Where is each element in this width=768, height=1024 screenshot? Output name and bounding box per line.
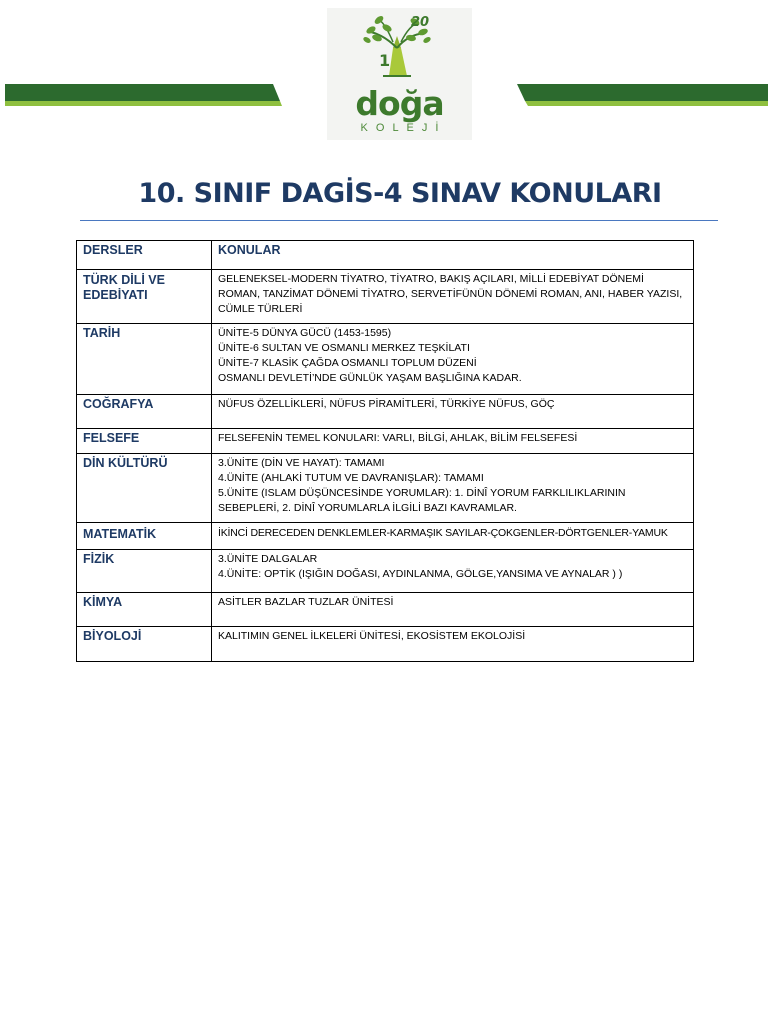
title-underline [80,220,718,221]
table-row [77,429,694,454]
svg-text:20: 20 [411,15,430,30]
svg-text:1: 1 [379,51,391,70]
topics-cell [212,395,694,429]
column-header-subjects: DERSLER [77,241,212,270]
logo-brand: doğa [355,84,444,123]
topic-line: ÜNİTE-6 SULTAN VE OSMANLI MERKEZ TEŞKİLATI [218,342,470,354]
subject-cell: KİMYA [77,593,212,627]
topics-cell [212,270,694,324]
header-band-right [517,84,768,106]
tree-icon [327,8,472,88]
topic-line: FELSEFENİN TEMEL KONULARI: VARLI, BİLGİ, AHLAK, BİLİM FELSEFESİ [218,432,578,444]
table-row [77,454,694,523]
topic-line: ÜNİTE-7 KLASİK ÇAĞDA OSMANLI TOPLUM DÜZENİ [218,357,477,369]
table-header-row [77,241,694,270]
topic-line: OSMANLI DEVLETİ’NDE GÜNLÜK YAŞAM BAŞLIĞINA KADAR. [218,372,522,384]
subject-cell: COĞRAFYA [77,395,212,429]
topic-line: NÜFUS ÖZELLİKLERİ, NÜFUS PİRAMİTLERİ, TÜRKİYE NÜFUS, GÖÇ [218,398,555,410]
topic-line: 4.ÜNİTE (AHLAKİ TUTUM VE DAVRANIŞLAR): TAMAMI [218,472,484,484]
subject-cell: FELSEFE [77,429,212,454]
topic-line: ÜNİTE-5 DÜNYA GÜCÜ (1453-1595) [218,327,392,339]
subject-cell: BİYOLOJİ [77,627,212,662]
table-row [77,627,694,662]
topic-line: İKİNCİ DERECEDEN DENKLEMLER-KARMAŞIK SAYILAR-ÇOKGENLER-DÖRTGENLER-YAMUK [218,527,668,539]
table-row [77,550,694,593]
topic-line: ASİTLER BAZLAR TUZLAR ÜNİTESİ [218,596,394,608]
topic-line: KALITIMIN GENEL İLKELERİ ÜNİTESİ, EKOSİSTEM EKOLOJİSİ [218,630,526,642]
header-band-left [5,84,285,106]
column-header-topics: KONULAR [212,241,694,270]
table-row [77,523,694,550]
topic-line: 3.ÜNİTE (DİN VE HAYAT): TAMAMI [218,457,385,469]
table-row [77,593,694,627]
topics-cell [212,429,694,454]
topics-cell [212,593,694,627]
exam-topics-table [76,240,694,662]
topics-cell [212,627,694,662]
school-logo [327,8,472,140]
table-row [77,270,694,324]
topics-cell [212,454,694,523]
topic-line: 3.ÜNİTE DALGALAR [218,553,318,565]
subject-cell: TARİH [77,324,212,395]
topics-cell [212,523,694,550]
topics-cell [212,550,694,593]
logo-subtitle: KOLEJİ [360,122,447,134]
topics-cell [212,324,694,395]
subject-cell: DİN KÜLTÜRÜ [77,454,212,523]
subject-cell: MATEMATİK [77,523,212,550]
topic-line: 4.ÜNİTE: OPTİK (IŞIĞIN DOĞASI, AYDINLANMA, GÖLGE,YANSIMA VE AYNALAR ) ) [218,568,623,580]
page-title: 10. SINIF DAGİS-4 SINAV KONULARI [138,178,662,209]
topic-line: 5.ÜNİTE (ISLAM DÜŞÜNCESİNDE YORUMLAR): 1. DİNÎ YORUM FARKLILIKLARININ SEBEPLERİ, 2. DİNÎ YORUMLARLA İLGİLİ BAZI KAVRAMLAR. [218,487,626,514]
subject-cell: FİZİK [77,550,212,593]
subject-cell: TÜRK DİLİ VE EDEBİYATI [77,270,212,324]
table-row [77,395,694,429]
topic-line: GELENEKSEL-MODERN TİYATRO, TİYATRO, BAKIŞ AÇILARI, MİLLİ EDEBİYAT DÖNEMİ ROMAN, TANZİMAT DÖNEMİ TİYATRO, SERVETİFÜNÜN DÖNEMİ ROMAN, ANI, HABER YAZISI, CÜMLE TÜRLERİ [218,273,683,315]
table-row [77,324,694,395]
